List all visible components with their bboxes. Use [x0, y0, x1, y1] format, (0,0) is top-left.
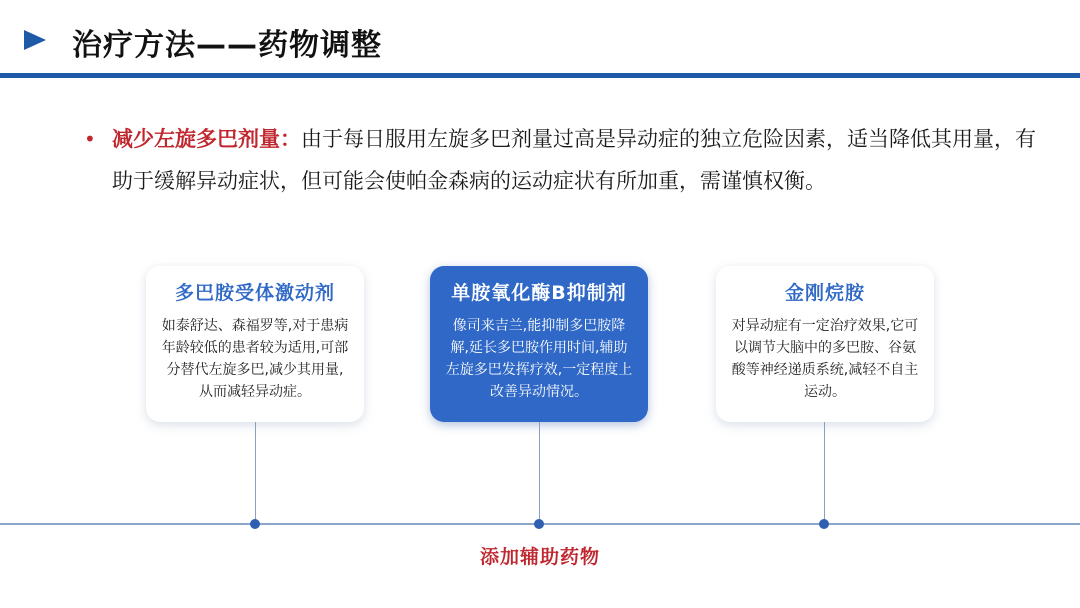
- header-divider: [0, 73, 1080, 78]
- timeline-node: [250, 519, 260, 529]
- bullet-paragraph: [84, 118, 1048, 202]
- card-title: 单胺氧化酶B抑制剂: [451, 282, 627, 304]
- bullet-description: 由于每日服用左旋多巴剂量过高是异动症的独立危险因素，适当降低其用量，有助于缓解异动症状，但可能会使帕金森病的运动症状有所加重，需谨慎权衡。: [112, 127, 1036, 193]
- connector-line: [255, 422, 256, 522]
- connector-line: [824, 422, 825, 522]
- card-body: 像司来吉兰,能抑制多巴胺降解,延长多巴胺作用时间,辅助左旋多巴发挥疗效,一定程度上改善异动情况。: [445, 318, 633, 400]
- page-title: 治疗方法——药物调整: [72, 28, 382, 63]
- bullet-dot-icon: •: [84, 127, 96, 151]
- card-body: 对异动症有一定治疗效果,它可以调节大脑中的多巴胺、谷氨酸等神经递质系统,减轻不自主运动。: [731, 318, 919, 400]
- timeline-node: [534, 519, 544, 529]
- timeline-node: [819, 519, 829, 529]
- timeline-label: 添加辅助药物: [479, 546, 600, 568]
- connector-line: [539, 422, 540, 522]
- card-body: 如泰舒达、森福罗等,对于患病年龄较低的患者较为适用,可部分替代左旋多巴,减少其用量,从而减轻异动症。: [161, 318, 349, 400]
- card-title: 金刚烷胺: [784, 282, 865, 304]
- card-title: 多巴胺受体激动剂: [174, 282, 335, 304]
- card-maob-inhibitor: [430, 266, 648, 422]
- bullet-key: 减少左旋多巴剂量：: [112, 127, 301, 151]
- card-amantadine: [716, 266, 934, 422]
- card-dopamine-agonist: [146, 266, 364, 422]
- title-arrow-icon: [24, 30, 46, 50]
- bullet-text: [88, 118, 1048, 202]
